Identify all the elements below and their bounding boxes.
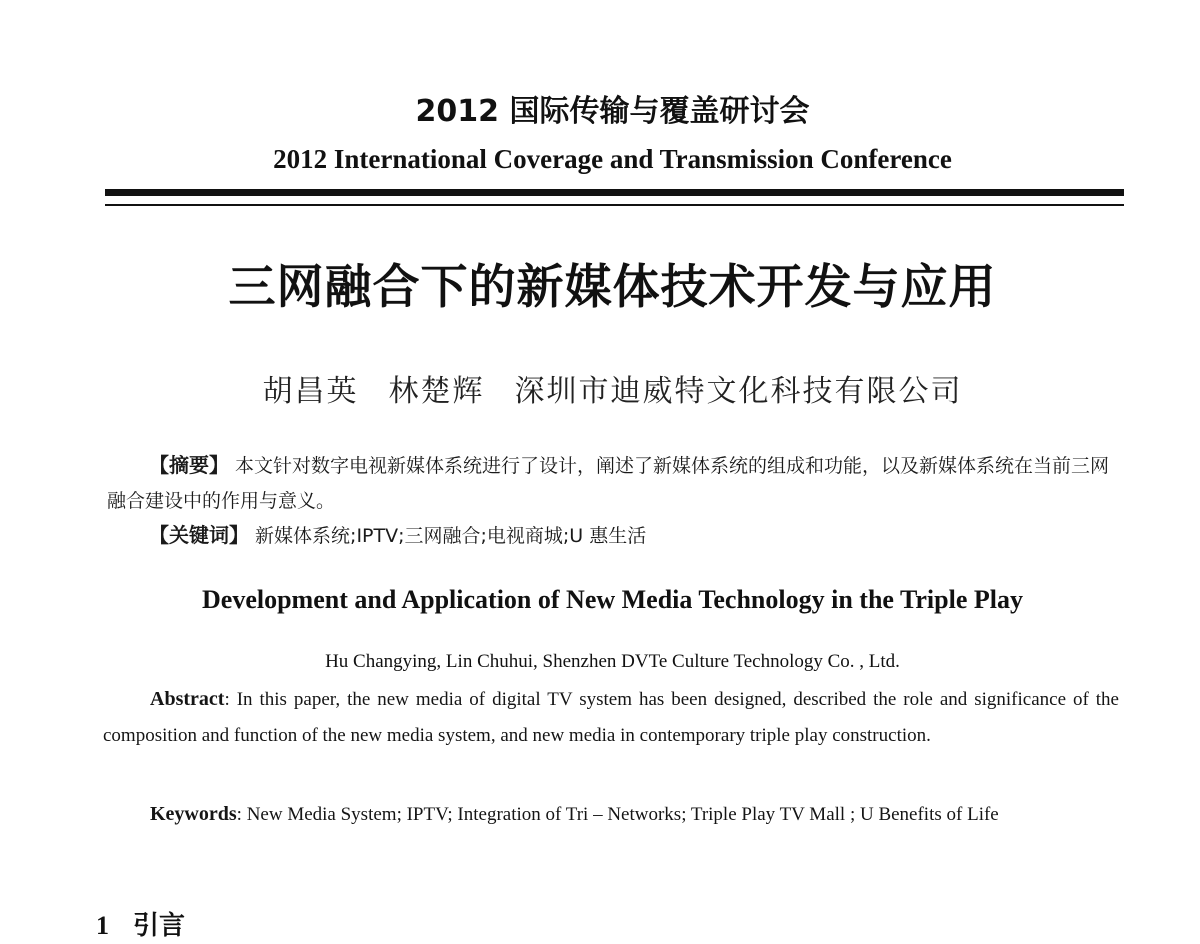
abstract-en: [103, 681, 1119, 754]
section-number: 1: [96, 911, 109, 940]
authors-cn: [0, 370, 1200, 414]
section-title: 引言: [133, 911, 186, 941]
abstract-cn-label: 【摘要】: [149, 453, 229, 477]
abstract-en-text: : In this paper, the new media of digital TV system has been designed, described the role and significance of the composition and function of the new media system, and new media in contemporary triple play construction.: [103, 689, 1119, 746]
section-heading-introduction: [96, 908, 185, 944]
paper-title-en: Development and Application of New Media Technology in the Triple Play: [202, 585, 1023, 614]
header-rule-thin: [105, 204, 1124, 206]
keywords-cn-text: 新媒体系统;IPTV;三网融合;电视商城;U 惠生活: [249, 525, 647, 547]
conference-title-en: 2012 International Coverage and Transmission Conference: [273, 144, 952, 174]
author-2: 林楚辉: [388, 374, 485, 409]
abstract-cn-text: 本文针对数字电视新媒体系统进行了设计，阐述了新媒体系统的组成和功能，以及新媒体系统在当前三网融合建设中的作用与意义。: [107, 455, 1110, 512]
keywords-en-text: : New Media System; IPTV; Integration of Tri – Networks; Triple Play TV Mall ; U Benefits of Life: [236, 804, 999, 825]
keywords-cn-label: 【关键词】: [149, 523, 249, 547]
authors-en: Hu Changying, Lin Chuhui, Shenzhen DVTe Culture Technology Co. , Ltd.: [325, 651, 900, 672]
affiliation-cn: 深圳市迪威特文化科技有限公司: [514, 374, 963, 409]
header-rule-thick: [105, 189, 1124, 196]
keywords-en: [103, 796, 1119, 833]
paper-title-cn: 三网融合下的新媒体技术开发与应用: [228, 260, 997, 315]
conference-title-cn: 2012 国际传输与覆盖研讨会: [415, 94, 810, 129]
keywords-cn: [107, 518, 1122, 554]
author-1: 胡昌英: [262, 374, 359, 409]
abstract-cn: [107, 448, 1122, 519]
abstract-en-label: Abstract: [150, 688, 225, 710]
keywords-en-label: Keywords: [150, 803, 237, 825]
